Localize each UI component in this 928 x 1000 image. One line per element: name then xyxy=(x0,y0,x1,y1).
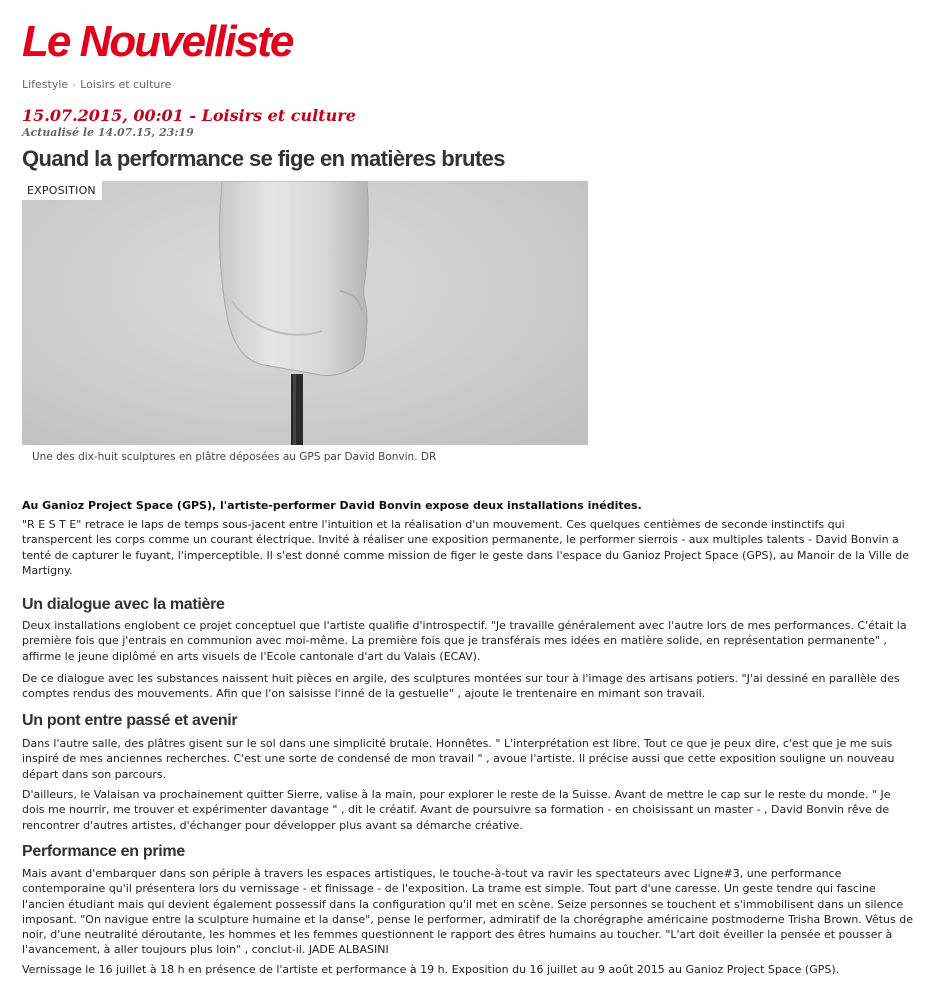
paragraph-4 xyxy=(22,736,908,782)
text-line: noir, d'une neutralité déroutante, les hommes et les femmes questionnent le rapport des êtres humains au toucher. "L'art doit éveiller la pensée et pousser à xyxy=(22,928,893,942)
text-line: transpercent les corps comme un courant électrique. Invité à réaliser une exposition permanente, le performer sierrois - aux multiples talents - David Bonvin a xyxy=(22,533,899,547)
article-dateline: 15.07.2015, 00:01 - Loisirs et culture xyxy=(22,106,356,125)
text-line: "R E S T E" retrace le laps de temps sous-jacent entre l'intuition et la réalisation d'un mouvement. Ces quelques centièmes de seconde instinctifs qui xyxy=(22,518,845,531)
paragraph-7 xyxy=(22,962,908,977)
subheading-dialogue: Un dialogue avec la matière xyxy=(22,596,225,613)
text-line: Deux installations englobent ce projet conceptuel que l'artiste qualifie d'introspectif. "Je travaille généralement avec l'autre lors de mes performances. C'était la xyxy=(22,619,907,632)
text-line: De ce dialogue avec les substances naissent huit pièces en argile, des sculptures montées sur tour à l'image des artisans potiers. "J'ai dessiné en parallèle des xyxy=(22,672,900,685)
text-line: l'avancement, à aller toujours plus loin" , conclut-il. JADE ALBASINI xyxy=(22,943,389,957)
image-category-tag: EXPOSITION xyxy=(22,181,102,200)
breadcrumb-item-lifestyle[interactable]: Lifestyle xyxy=(22,78,69,91)
article-headline: Quand la performance se fige en matières brutes xyxy=(22,146,505,171)
paragraph-2 xyxy=(22,618,908,664)
paragraph-6 xyxy=(22,866,914,958)
breadcrumb xyxy=(22,78,171,91)
text-line: tenté de capturer le fuyant, l'imperceptible. Il s'est donné comme mission de figer le geste dans l'espace du Ganioz Project Space (GPS), au Manoir de la Ville de xyxy=(22,548,909,562)
subheading-pont: Un pont entre passé et avenir xyxy=(22,712,238,729)
image-caption: Une des dix-huit sculptures en plâtre déposées au GPS par David Bonvin. DR xyxy=(32,451,437,463)
text-line: rencontrer d'autres artistes, d'échanger pour développer plus avant sa démarche créative. xyxy=(22,818,523,832)
paragraph-3 xyxy=(22,671,908,702)
sculpture-picture xyxy=(22,181,588,445)
text-line: contemporaine qu'il présentera lors du vernissage - et finissage - de l'exposition. La trame est simple. Tout part d'une caresse. Un geste tendre qui fascine xyxy=(22,882,876,896)
text-line: D'ailleurs, le Valaisan va prochainement quitter Sierre, valise à la main, pour explorer le reste de la Suisse. Avant de mettre le cap sur le reste du monde. " Je xyxy=(22,788,891,801)
text-line: dois me nourrir, me trouver et expérimenter davantage " , dit le créatif. Avant de poursuivre sa formation - en choisissant un master - , David Bonvin rêve de xyxy=(22,803,890,817)
text-line: affirme le jeune diplômé en arts visuels de l'Ecole cantonale d'art du Valais (ECAV). xyxy=(22,649,481,663)
text-line: première fois que j'entrais en communion avec moi-même. La première fois que je transférais mes idées en matière solide, en représentation permanente" , xyxy=(22,634,887,648)
paragraph-1 xyxy=(22,517,908,578)
article-lead: Au Ganioz Project Space (GPS), l'artiste-performer David Bonvin expose deux installations inédites. xyxy=(22,499,642,512)
text-line: Martigny. xyxy=(22,563,73,577)
text-line: Mais avant d'embarquer dans son périple à travers les espaces artistiques, le touche-à-tout va ravir les spectateurs avec Ligne#3, une performance xyxy=(22,867,842,880)
breadcrumb-separator: › xyxy=(72,80,77,91)
article-image[interactable] xyxy=(22,181,588,445)
text-line: Dans l'autre salle, des plâtres gisent sur le sol dans une simplicité brutale. Honnêtes. " L'interprétation est libre. Tout ce que je peux dire, c'est que je me suis xyxy=(22,737,893,750)
subheading-performance: Performance en prime xyxy=(22,843,185,860)
paragraph-5 xyxy=(22,787,908,833)
text-line: imposant. "On navigue entre la sculpture humaine et la danse", pense le performer, admiratif de la chorégraphe américaine postmoderne Trisha Brown. Vêtus de xyxy=(22,912,914,926)
article-updated: Actualisé le 14.07.15, 23:19 xyxy=(22,126,194,139)
text-line: inspiré de mes anciennes recherches. C'est une sorte de condensé de mon travail " , avoue l'artiste. Il précise aussi que cette exposition souligne un nouveau xyxy=(22,752,895,766)
site-logo[interactable]: Le Nouvelliste xyxy=(22,17,293,66)
text-line: l'ancien étudiant mais qui devient également possessif dans la configuration qu'il met en scène. Seize personnes se touchent et s'immobilisent dans un silence xyxy=(22,897,904,911)
text-line: Vernissage le 16 juillet à 18 h en présence de l'artiste et performance à 19 h. Exposition du 16 juillet au 9 août 2015 au Ganioz Project Space (GPS). xyxy=(22,963,840,976)
breadcrumb-item-loisirs[interactable]: Loisirs et culture xyxy=(80,78,172,91)
text-line: départ dans son parcours. xyxy=(22,767,167,781)
text-line: comptes rendus des mouvements. Afin que l'on saisisse l'inné de la gestuelle" , ajoute le trentenaire en mimant son travail. xyxy=(22,687,706,701)
